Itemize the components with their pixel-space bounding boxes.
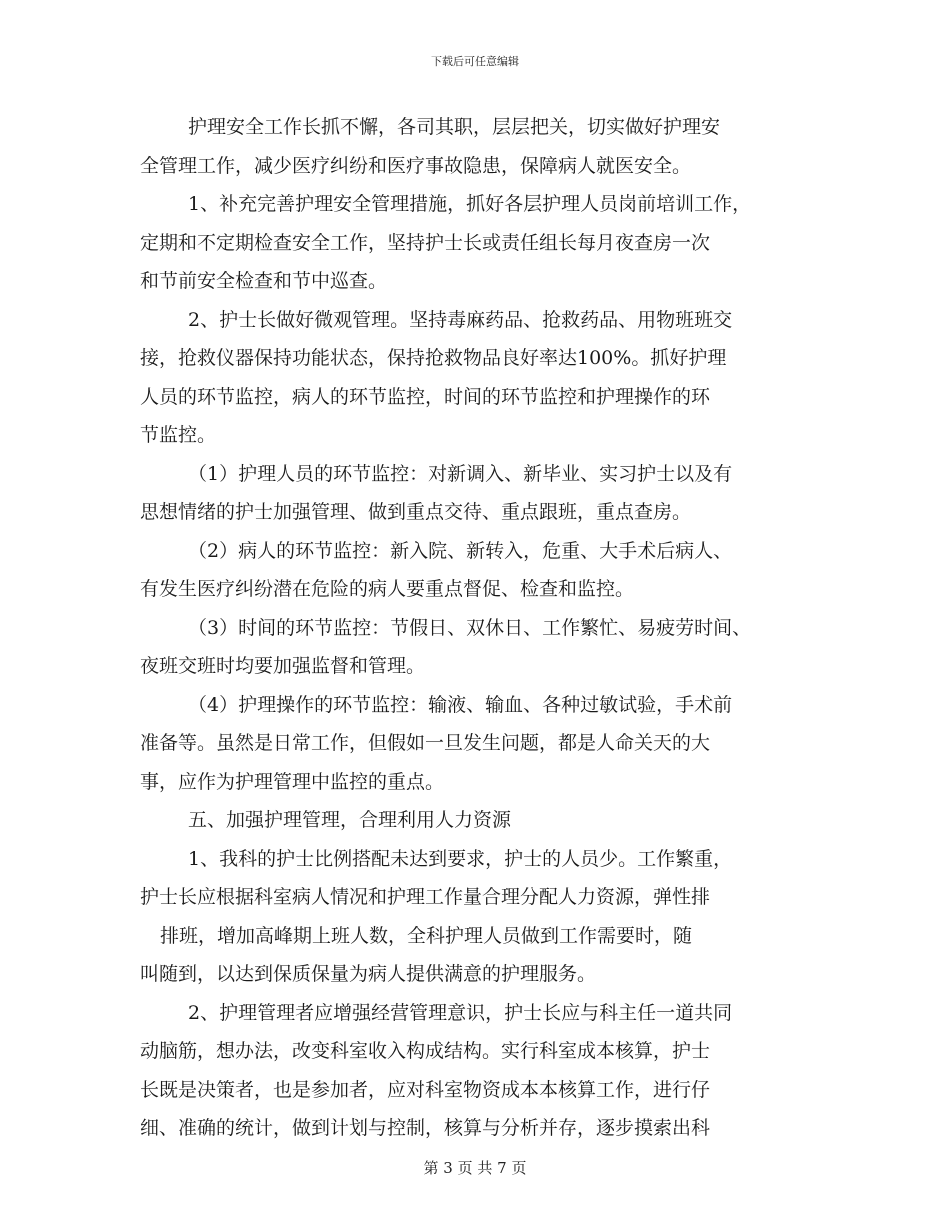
text-line: （1）护理人员的环节监控：对新调入、新毕业、实习护士以及有	[188, 462, 733, 485]
document-body	[140, 108, 820, 1148]
text-line: 和节前安全检查和节中巡查。	[140, 270, 388, 292]
text-line: 接，抢救仪器保持功能状态，保持抢救物品良好率达100%。抓好护理	[140, 347, 727, 369]
text-line: 长既是决策者，也是参加者，应对科室物资成本本核算工作，进行仔	[140, 1078, 711, 1101]
text-line: 2、护理管理者应增强经营管理意识，护士长应与科主任一道共同	[188, 1001, 733, 1024]
text-line: 1、补充完善护理安全管理措施，抓好各层护理人员岗前培训工作，	[188, 193, 752, 215]
text-line: （3）时间的环节监控：节假日、双休日、工作繁忙、易疲劳时间、	[188, 616, 752, 639]
text-line: 排班，增加高峰期上班人数，全科护理人员做到工作需要时，随	[160, 924, 693, 947]
text-line: 有发生医疗纠纷潜在危险的病人要重点督促、检查和监控。	[140, 578, 635, 600]
page-footer: 第 3 页 共 7 页	[423, 1159, 527, 1177]
text-line: 叫随到，以达到保质保量为病人提供满意的护理服务。	[140, 963, 597, 985]
text-line: 事，应作为护理管理中监控的重点。	[140, 770, 445, 793]
text-line: 1、我科的护士比例搭配未达到要求，护士的人员少。工作繁重，	[188, 847, 733, 870]
text-line: 夜班交班时均要加强监督和管理。	[140, 655, 426, 677]
page-header: 下载后可任意编辑	[431, 55, 519, 68]
text-line: （4）护理操作的环节监控：输液、输血、各种过敏试验，手术前	[188, 693, 733, 716]
text-line: 人员的环节监控，病人的环节监控，时间的环节监控和护理操作的环	[140, 385, 711, 408]
text-line: 准备等。虽然是日常工作，但假如一旦发生问题，都是人命关天的大	[140, 732, 711, 754]
text-line: 细、准确的统计，做到计划与控制，核算与分析并存，逐步摸索出科	[140, 1117, 711, 1139]
text-line: 五、加强护理管理，合理利用人力资源	[188, 809, 512, 831]
text-line: 节监控。	[140, 424, 217, 446]
text-line: 护理安全工作长抓不懈，各司其职，层层把关，切实做好护理安	[188, 116, 721, 138]
text-line: 定期和不定期检查安全工作，坚持护士长或责任组长每月夜查房一次	[140, 231, 711, 254]
text-line: 思想情绪的护士加强管理、做到重点交待、重点跟班，重点查房。	[140, 501, 692, 523]
text-line: 护士长应根据科室病人情况和护理工作量合理分配人力资源，弹性排	[140, 886, 711, 908]
text-line: 动脑筋，想办法，改变科室收入构成结构。实行科室成本核算，护士	[140, 1040, 711, 1062]
text-line: 2、护士长做好微观管理。坚持毒麻药品、抢救药品、用物班班交	[188, 308, 733, 331]
text-line: （2）病人的环节监控：新入院、新转入，危重、大手术后病人、	[188, 539, 733, 562]
text-line: 全管理工作，减少医疗纠纷和医疗事故隐患，保障病人就医安全。	[140, 154, 692, 177]
